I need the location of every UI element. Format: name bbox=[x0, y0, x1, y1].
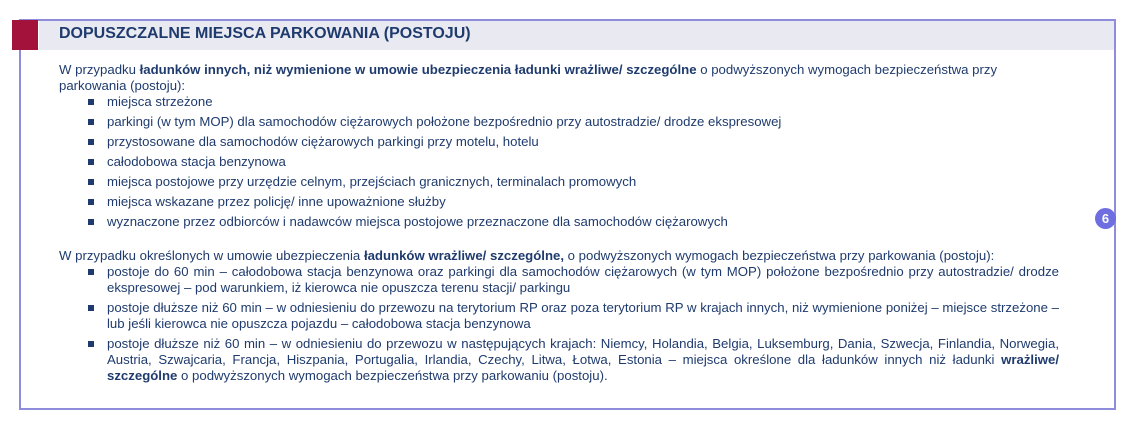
intro1-post: o podwyższonych wymogach bezpieczeństwa przy parkowania (postoju): bbox=[59, 62, 998, 93]
square-bullet-icon bbox=[88, 199, 94, 205]
list-item: postoje dłuższe niż 60 min – w odniesieniu do przewozu na terytorium RP oraz poza terytorium RP w krajach innych, niż wymienione poniżej – miejsce strzeżone – lub jeśli kierowca nie opuszcza pojazdu – całodobowa stacja benzynowa bbox=[59, 300, 1059, 332]
list-item: postoje do 60 min – całodobowa stacja benzynowa oraz parkingi dla samochodów ciężarowych (w tym MOP) położone bezpośrednio przy autostradzie/ drodze ekspresowej – pod warunkiem, iż kierowca nie opuszcza terenu stacji/ parkingu bbox=[59, 264, 1059, 296]
square-bullet-icon bbox=[88, 219, 94, 225]
intro2-bold: ładunków wrażliwe/ szczególne, bbox=[363, 248, 564, 263]
list-item: miejsca postojowe przy urzędzie celnym, przejściach granicznych, terminalach promowych bbox=[59, 174, 1059, 190]
section-content bbox=[59, 62, 1059, 388]
list-item: postoje dłuższe niż 60 min – w odniesieniu do przewozu w następujących krajach: Niemcy, Holandia, Belgia, Luksemburg, Dania, Szwecja, Finlandia, Norwegia, Austria, Szwajcaria, Francja, Hiszpania, Portugalia, Irlandia, Czechy, Litwa, Łotwa, Estonia – miejsca określone dla ładunków innych niż ładunki wrażliwe/ szczególne o podwyższonych wymogach bezpieczeństwa przy parkowaniu (postoju). bbox=[59, 336, 1059, 384]
square-bullet-icon bbox=[88, 179, 94, 185]
spacer bbox=[59, 234, 1059, 248]
square-bullet-icon bbox=[88, 341, 94, 347]
intro2-pre: W przypadku określonych w umowie ubezpieczenia bbox=[59, 248, 364, 263]
list-item: wyznaczone przez odbiorców i nadawców miejsca postojowe przeznaczone dla samochodów ciężarowych bbox=[59, 214, 1059, 230]
list-item: miejsca strzeżone bbox=[59, 94, 1059, 110]
square-bullet-icon bbox=[88, 269, 94, 275]
allowed-places-list-general bbox=[59, 94, 1059, 230]
list-item: miejsca wskazane przez policję/ inne upoważnione służby bbox=[59, 194, 1059, 210]
square-bullet-icon bbox=[88, 99, 94, 105]
square-bullet-icon bbox=[88, 305, 94, 311]
square-bullet-icon bbox=[88, 119, 94, 125]
section-title: DOPUSZCZALNE MIEJSCA PARKOWANIA (POSTOJU) bbox=[59, 25, 471, 42]
intro1-pre: W przypadku bbox=[59, 62, 140, 77]
section-accent-marker bbox=[12, 20, 38, 50]
intro-paragraph-2 bbox=[59, 248, 1059, 264]
list-item: całodobowa stacja benzynowa bbox=[59, 154, 1059, 170]
intro1-bold: ładunków innych, niż wymienione w umowie ubezpieczenia ładunki wrażliwe/ szczególne bbox=[139, 62, 697, 77]
intro-paragraph-1 bbox=[59, 62, 1059, 94]
allowed-places-list-sensitive bbox=[59, 264, 1059, 384]
list-item: parkingi (w tym MOP) dla samochodów ciężarowych położone bezpośrednio przy autostradzie/ drodze ekspresowej bbox=[59, 114, 1059, 130]
square-bullet-icon bbox=[88, 159, 94, 165]
intro2-post: o podwyższonych wymogach bezpieczeństwa przy parkowania (postoju): bbox=[564, 248, 995, 263]
page-number-badge: 6 bbox=[1095, 208, 1116, 229]
square-bullet-icon bbox=[88, 139, 94, 145]
list-item: przystosowane dla samochodów ciężarowych parkingi przy motelu, hotelu bbox=[59, 134, 1059, 150]
